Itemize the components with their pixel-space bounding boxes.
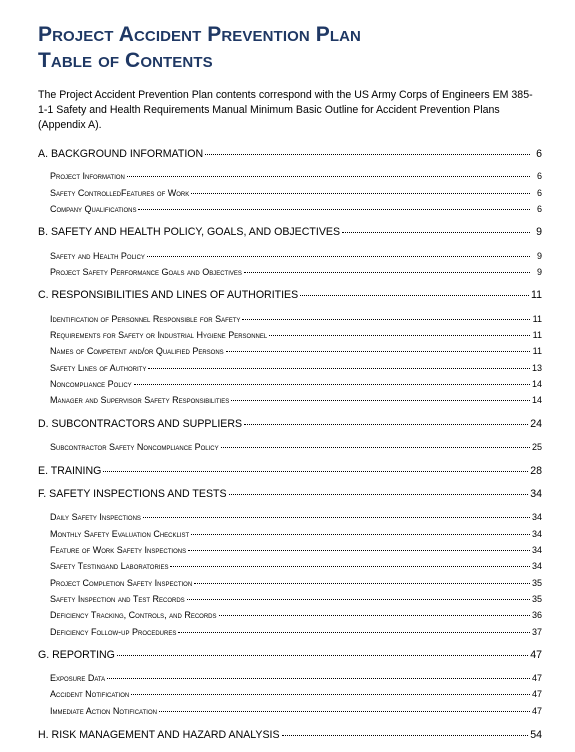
leader-dots — [131, 694, 530, 695]
toc-section-f[interactable] — [38, 487, 542, 501]
toc-entry[interactable] — [50, 329, 542, 342]
toc-page-number: 9 — [536, 251, 542, 261]
toc-entry[interactable] — [50, 362, 542, 375]
toc-entry-label[interactable]: Manager and Supervisor Safety Responsibilities — [50, 395, 230, 405]
toc-entry-label[interactable]: Safety Lines of Authority — [50, 363, 147, 373]
toc-page-number: 14 — [531, 379, 542, 389]
toc-section-b[interactable] — [38, 225, 542, 239]
leader-dots — [242, 319, 530, 320]
toc-section-e[interactable] — [38, 464, 542, 478]
document-title — [38, 22, 542, 74]
toc-page-number: 9 — [536, 226, 542, 238]
toc-page-number: 6 — [536, 171, 542, 181]
toc-entry-label[interactable]: Names of Competent and/or Qualified Persons — [50, 346, 224, 356]
toc-entry[interactable] — [50, 626, 542, 639]
toc-page-number: 25 — [531, 442, 542, 452]
leader-dots — [269, 335, 530, 336]
document-title-line1: Project Accident Prevention Plan — [38, 23, 361, 46]
toc-page-number: 36 — [531, 610, 542, 620]
leader-dots — [138, 209, 530, 210]
toc-entry-label[interactable]: Immediate Action Notification — [50, 706, 157, 716]
leader-dots — [282, 735, 529, 736]
leader-dots — [178, 632, 530, 633]
toc-section-c[interactable] — [38, 288, 542, 302]
toc-page-number: 11 — [532, 330, 542, 340]
toc-entry[interactable] — [50, 577, 542, 590]
leader-dots — [117, 655, 528, 656]
toc-entry[interactable] — [50, 170, 542, 183]
leader-dots — [148, 368, 530, 369]
toc-entry-label[interactable]: Daily Safety Inspections — [50, 512, 141, 522]
document-title-line2: Table of Contents — [38, 49, 213, 72]
leader-dots — [188, 550, 530, 551]
toc-page-number: 47 — [531, 689, 542, 699]
toc-entry-label[interactable]: Safety and Health Policy — [50, 251, 145, 261]
leader-dots — [342, 232, 530, 233]
toc-entry[interactable] — [50, 609, 542, 622]
toc-section-label[interactable]: A. BACKGROUND INFORMATION — [38, 148, 204, 160]
toc-page-number: 6 — [536, 148, 542, 160]
toc-section-label[interactable]: E. TRAINING — [38, 465, 102, 477]
toc-page — [38, 22, 542, 141]
toc-entry-label[interactable]: Deficiency Follow-up Procedures — [50, 627, 177, 637]
toc-page-number: 6 — [536, 204, 542, 214]
toc-page-number: 11 — [532, 346, 542, 356]
toc-page-number: 54 — [530, 729, 542, 741]
toc-entry[interactable] — [50, 705, 542, 718]
toc-section-label[interactable]: D. SUBCONTRACTORS AND SUPPLIERS — [38, 418, 243, 430]
toc-page-number: 34 — [531, 561, 542, 571]
leader-dots — [170, 566, 530, 567]
toc-entry-label[interactable]: Identification of Personnel Responsible for Safety — [50, 314, 241, 324]
toc-entry-label[interactable]: Accident Notification — [50, 689, 130, 699]
toc-page-number: 34 — [531, 545, 542, 555]
toc-page-number: 6 — [536, 188, 542, 198]
toc-page-number: 37 — [531, 627, 542, 637]
toc-entry[interactable] — [50, 345, 542, 358]
leader-dots — [134, 384, 530, 385]
toc-entry[interactable] — [50, 593, 542, 606]
leader-dots — [191, 534, 530, 535]
toc-entry[interactable] — [50, 378, 542, 391]
toc-page-number: 47 — [530, 649, 542, 661]
leader-dots — [191, 193, 530, 194]
toc-entry-label[interactable]: Project Information — [50, 171, 125, 181]
toc-entry[interactable] — [50, 250, 542, 263]
leader-dots — [205, 154, 530, 155]
toc-entry-label[interactable]: Monthly Safety Evaluation Checklist — [50, 529, 190, 539]
toc-entry-label[interactable]: Company Qualifications — [50, 204, 137, 214]
leader-dots — [147, 256, 530, 257]
leader-dots — [219, 615, 530, 616]
leader-dots — [244, 424, 528, 425]
toc-page-number: 34 — [531, 512, 542, 522]
toc-page-number: 28 — [530, 465, 542, 477]
toc-page-number: 34 — [531, 529, 542, 539]
toc-entry[interactable] — [50, 203, 542, 216]
toc-entry[interactable] — [50, 544, 542, 557]
toc-page-number: 47 — [531, 706, 542, 716]
toc-entry-label[interactable]: Project Safety Performance Goals and Objectives — [50, 267, 242, 277]
toc-page-number: 13 — [531, 363, 542, 373]
toc-page-number: 9 — [536, 267, 542, 277]
toc-entry[interactable] — [50, 266, 542, 279]
leader-dots — [159, 711, 530, 712]
toc-page-number: 11 — [531, 289, 542, 301]
toc-entry[interactable] — [50, 688, 542, 701]
leader-dots — [194, 583, 530, 584]
toc-entry[interactable] — [50, 560, 542, 573]
toc-section-label[interactable]: F. SAFETY INSPECTIONS AND TESTS — [38, 488, 227, 500]
toc-entry-label[interactable]: Exposure Data — [50, 673, 106, 683]
toc-section-label[interactable]: G. REPORTING — [38, 649, 115, 661]
toc-entry[interactable] — [50, 511, 542, 524]
toc-section-a[interactable] — [38, 147, 542, 161]
toc-entry-label[interactable]: Safety Testingand Laboratories — [50, 561, 169, 571]
leader-dots — [231, 400, 530, 401]
toc-entry[interactable] — [50, 187, 542, 200]
toc-entry[interactable] — [50, 528, 542, 541]
toc-page-number: 14 — [531, 395, 542, 405]
toc-section-label[interactable]: B. SAFETY AND HEALTH POLICY, GOALS, AND OBJECTIVES — [38, 226, 341, 238]
toc-entry-label[interactable]: Project Completion Safety Inspection — [50, 578, 193, 588]
toc-page-number: 34 — [530, 488, 542, 500]
toc-page-number: 35 — [531, 578, 542, 588]
leader-dots — [244, 272, 530, 273]
leader-dots — [107, 678, 530, 679]
toc-entry-label[interactable]: Safety Inspection and Test Records — [50, 594, 185, 604]
toc-entry-label[interactable]: Feature of Work Safety Inspections — [50, 545, 187, 555]
toc-page-number: 24 — [530, 418, 542, 430]
leader-dots — [221, 447, 530, 448]
toc-section-d[interactable] — [38, 417, 542, 431]
leader-dots — [229, 494, 529, 495]
toc-entry[interactable] — [50, 672, 542, 685]
leader-dots — [187, 599, 530, 600]
toc-entry-label[interactable]: Requirements for Safety or Industrial Hygiene Personnel — [50, 330, 268, 340]
intro-paragraph: The Project Accident Prevention Plan contents correspond with the US Army Corps of Engineers EM 385-1-1 Safety and Health Requirements Manual Minimum Basic Outline for Accident Prevention Plans (Appendix A). — [38, 89, 533, 131]
leader-dots — [143, 517, 530, 518]
toc-section-h[interactable] — [38, 728, 542, 742]
toc-entry-label[interactable]: Subcontractor Safety Noncompliance Policy — [50, 442, 219, 452]
toc-section-label[interactable]: H. RISK MANAGEMENT AND HAZARD ANALYSIS — [38, 729, 280, 741]
leader-dots — [103, 471, 528, 472]
toc-section-g[interactable] — [38, 648, 542, 662]
toc-entry[interactable] — [50, 394, 542, 407]
toc-entry-label[interactable]: Noncompliance Policy — [50, 379, 132, 389]
leader-dots — [300, 295, 529, 296]
toc-page-number: 11 — [532, 314, 542, 324]
toc-entry-label[interactable]: Deficiency Tracking, Controls, and Records — [50, 610, 217, 620]
toc-page-number: 35 — [531, 594, 542, 604]
toc-entry[interactable] — [50, 441, 542, 454]
leader-dots — [226, 351, 530, 352]
toc-page-number: 47 — [531, 673, 542, 683]
toc-entry[interactable] — [50, 313, 542, 326]
toc-section-label[interactable]: C. RESPONSIBILITIES AND LINES OF AUTHORITIES — [38, 289, 299, 301]
leader-dots — [127, 176, 530, 177]
toc-entry-label[interactable]: Safety ControlledFeatures of Work — [50, 188, 190, 198]
